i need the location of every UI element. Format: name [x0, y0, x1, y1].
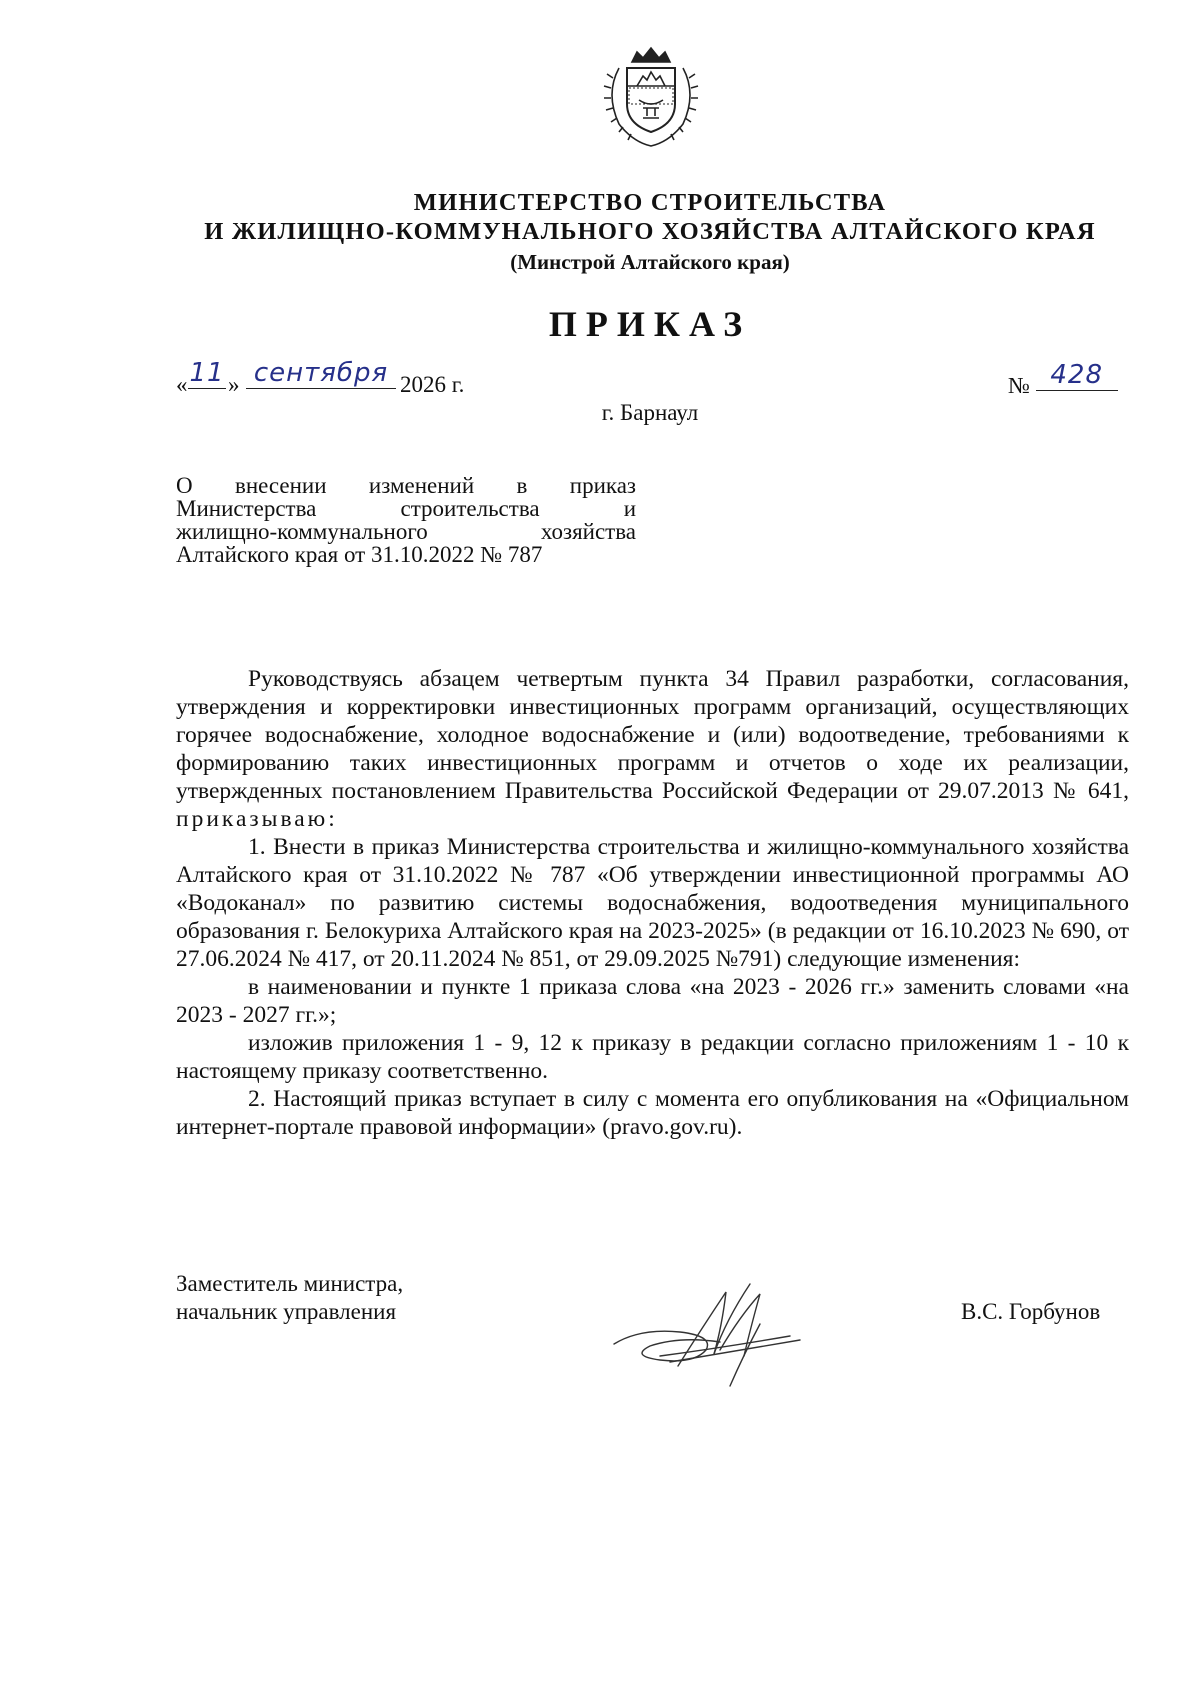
- date-day: 11: [189, 358, 225, 388]
- order-subject: [176, 474, 636, 566]
- body-paragraph-text: Руководствуясь абзацем четвертым пункта 34 Правил разработки, согласования, утверждения и корректировки инвестиционных программ организаций, осуществляющих горячее водоснабжение, холодное водоснабжение и (или) водоотведение, требованиями к формированию таких инвестиционных программ и отчетов о ходе их реализации, утвержденных постановлением Правительства Российской Федерации от 29.07.2013 № 641,: [176, 666, 1129, 804]
- body-paragraph: в наименовании и пункте 1 приказа слова «на 2023 - 2026 гг.» заменить словами «на 2023 - 2027 гг.»;: [176, 974, 1129, 1028]
- document-type-title: ПРИКАЗ: [548, 304, 752, 344]
- date-month: сентября: [246, 358, 396, 389]
- subject-line: Министерства строительства и: [176, 496, 636, 521]
- order-body: [176, 665, 1129, 1141]
- subject-line: жилищно-коммунального хозяйства: [176, 519, 636, 544]
- signatory-position-line: начальник управления: [176, 1299, 397, 1324]
- body-paragraph: изложив приложения 1 - 9, 12 к приказу в редакции согласно приложениям 1 - 10 к настоящему приказу соответственно.: [176, 1030, 1129, 1084]
- subject-line: О внесении изменений в приказ: [176, 473, 636, 498]
- body-paragraph: [176, 665, 1129, 833]
- ministry-name-line1: МИНИСТЕРСТВО СТРОИТЕЛЬСТВА: [413, 189, 887, 216]
- body-paragraph: 1. Внести в приказ Министерства строительства и жилищно-коммунального хозяйства Алтайского края от 31.10.2022 № 787 «Об утверждении инвестиционной программы АО «Водоканал» по развитию системы водоснабжения, водоотведения муниципального образования г. Белокуриха Алтайского края на 2023-2025» (в редакции от 16.10.2023 № 690, от 27.06.2024 № 417, от 20.11.2024 № 851, от 29.09.2025 №791) следующие изменения:: [176, 834, 1129, 972]
- handwritten-signature-icon: [610, 1270, 810, 1390]
- ministry-short-name: (Минстрой Алтайского края): [510, 250, 790, 274]
- ministry-name-line2: И ЖИЛИЩНО-КОММУНАЛЬНОГО ХОЗЯЙСТВА АЛТАЙСКОГО КРАЯ: [204, 218, 1096, 245]
- altai-krai-coat-of-arms-icon: [599, 38, 703, 150]
- signatory-position: [176, 1270, 403, 1326]
- order-number: [1008, 360, 1118, 401]
- body-paragraph: 2. Настоящий приказ вступает в силу с момента его опубликования на «Официальном интернет-портале правовой информации» (pravo.gov.ru).: [176, 1086, 1129, 1140]
- order-number-value: 428: [1036, 360, 1118, 391]
- date-quote-open: «: [176, 372, 188, 397]
- signatory-position-line: Заместитель министра,: [176, 1271, 404, 1296]
- signatory-name: В.С. Горбунов: [961, 1299, 1101, 1324]
- order-number-label: №: [1008, 373, 1030, 398]
- order-verb: приказываю:: [176, 806, 338, 832]
- date-year: 2026 г.: [400, 372, 465, 397]
- date-quote-close: »: [228, 372, 240, 397]
- subject-line: Алтайского края от 31.10.2022 № 787: [176, 542, 543, 567]
- city: г. Барнаул: [601, 400, 699, 425]
